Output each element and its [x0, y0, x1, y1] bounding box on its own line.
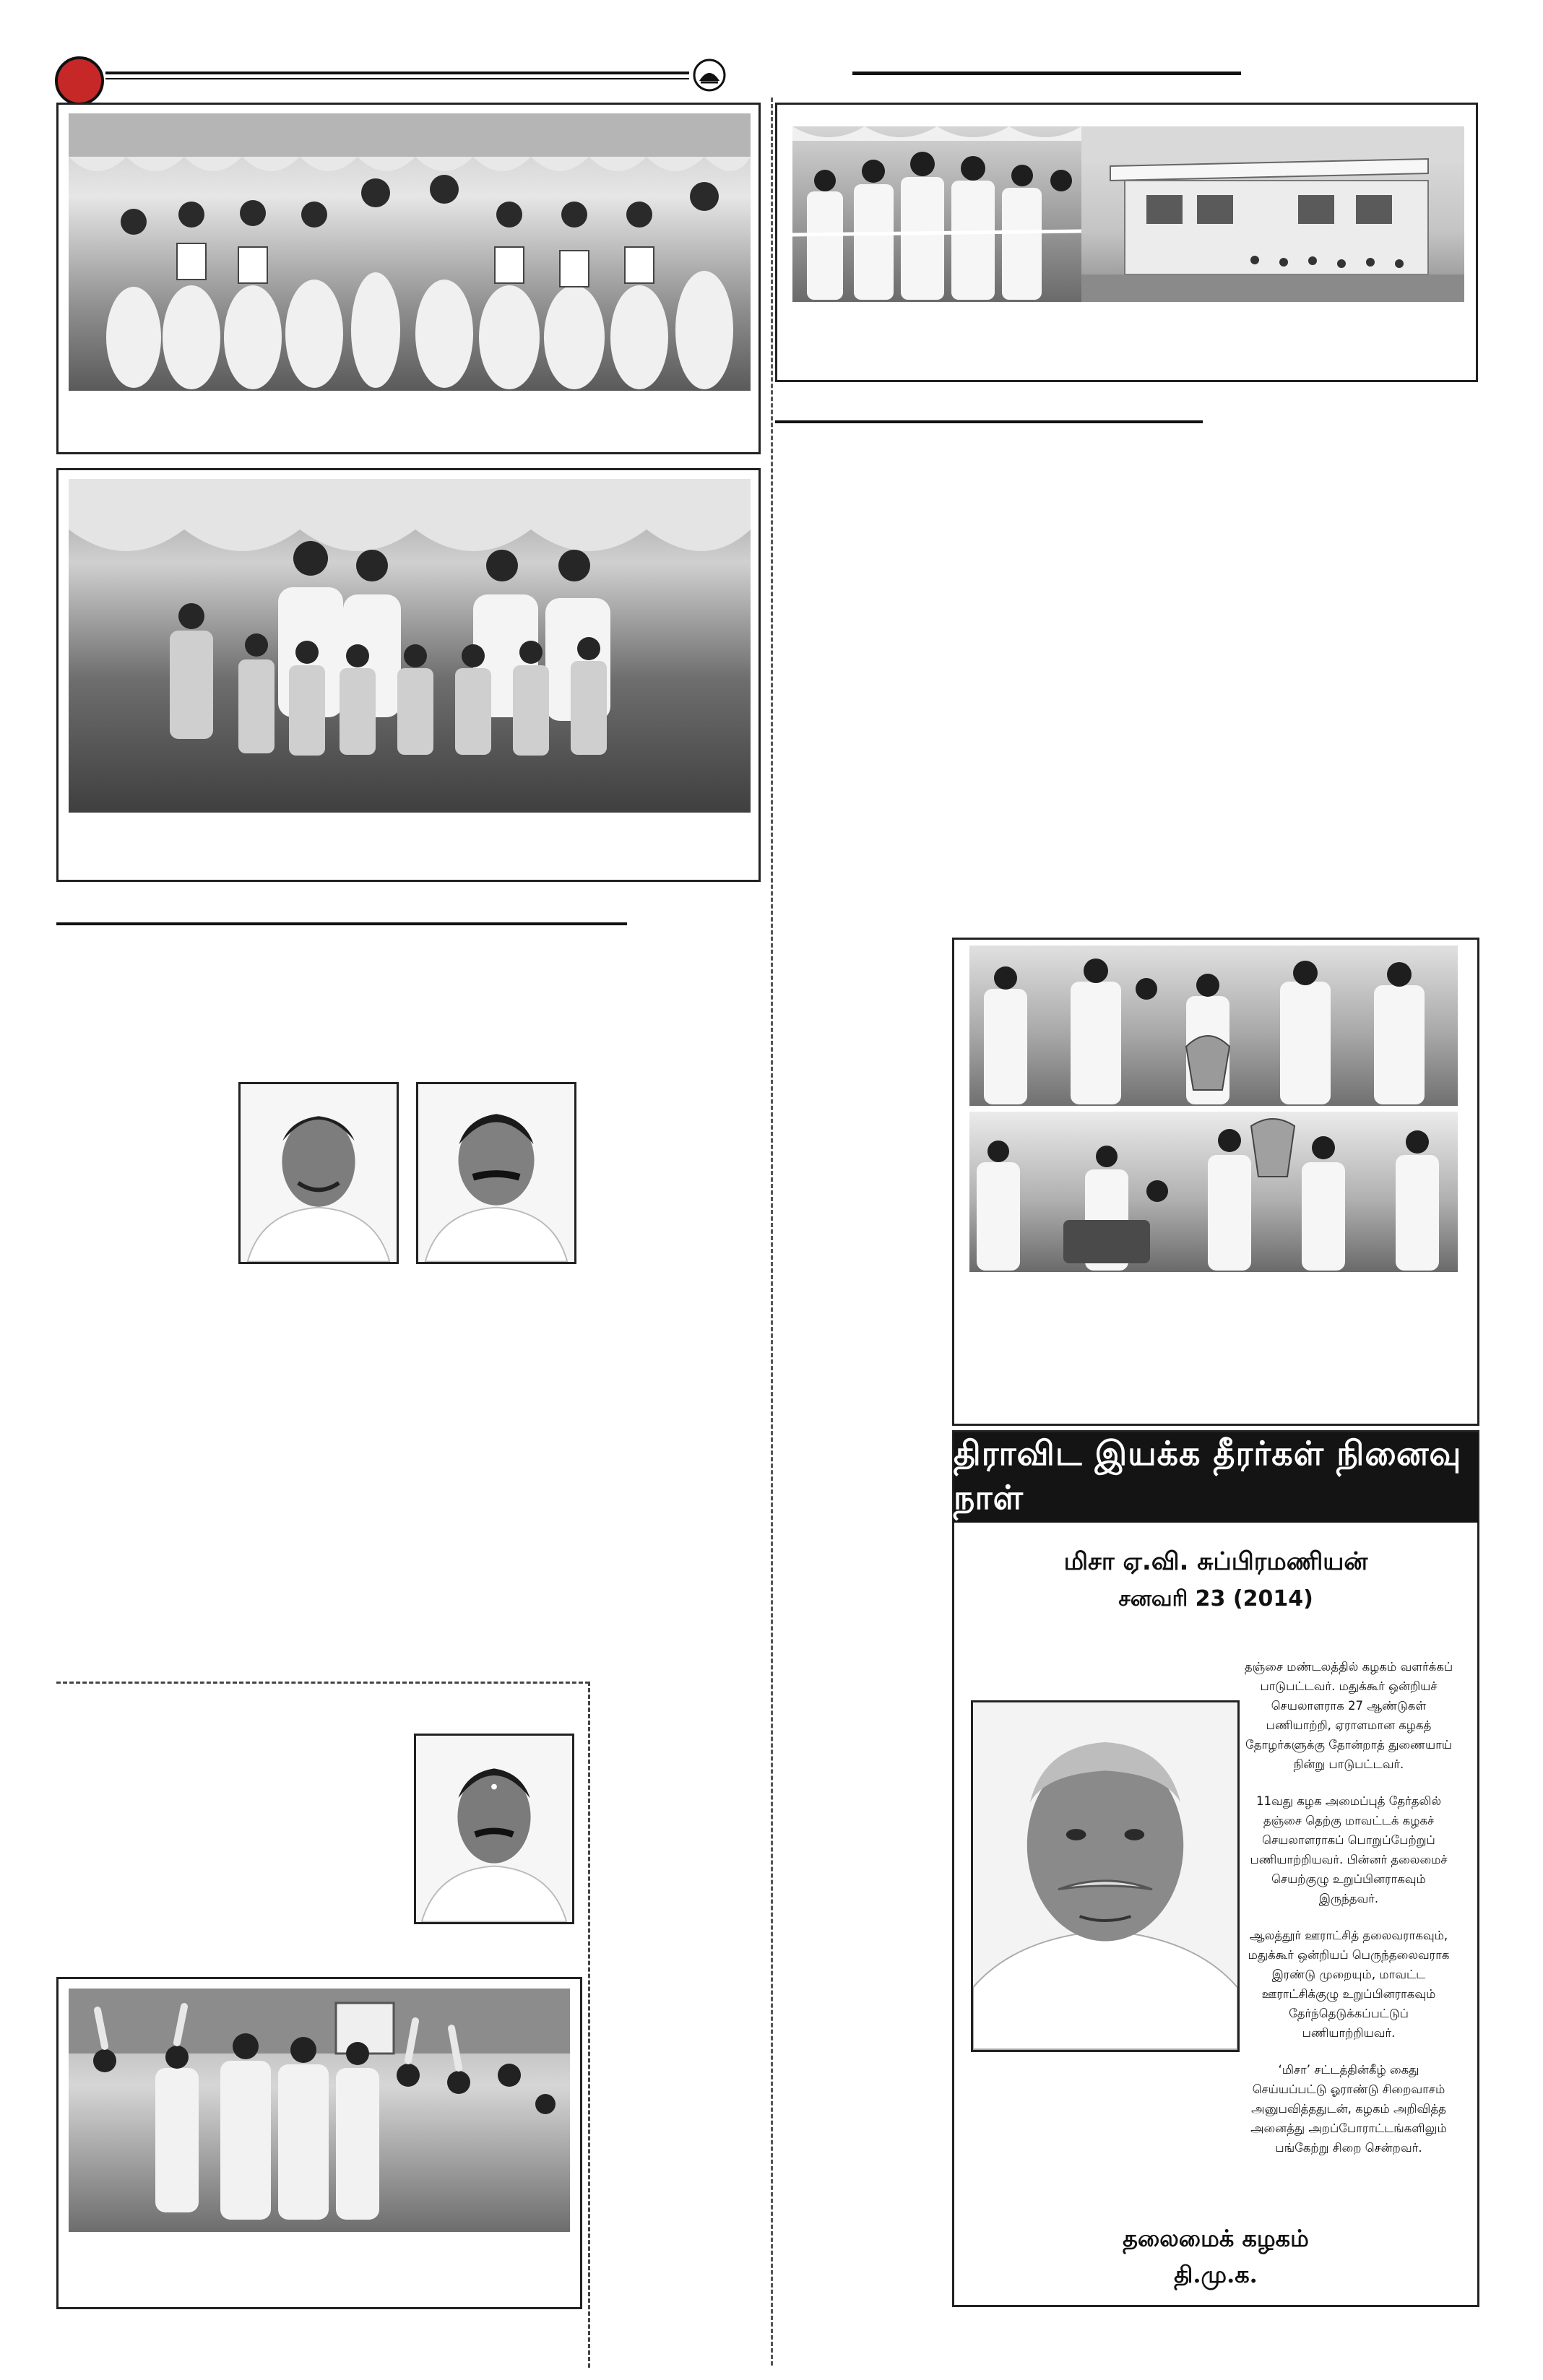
dancers-group-photo	[69, 113, 751, 391]
photo-frame-celebration	[56, 1977, 582, 2309]
photo-frame-trophy	[952, 938, 1479, 1426]
memorial-footer-line2: தி.மு.க.	[1174, 2261, 1258, 2288]
building-photo	[1081, 126, 1464, 302]
children-group-photo	[69, 479, 751, 813]
memorial-bio-para-1: தஞ்சை மண்டலத்தில் கழகம் வளர்க்கப் பாடுபட்டவர். மதுக்கூர் ஒன்றியச் செயலாளராக 27 ஆண்டுகள் பணியாற்றி, ஏராளமான கழகத் தோழர்களுக்கு தோன்றாத் துணையாய் நின்று பாடுபட்டவர்.	[1244, 1660, 1453, 1771]
memorial-bio	[1244, 1657, 1453, 2175]
photo-frame-dancers	[56, 103, 761, 454]
ribbon-cutting-photo	[792, 126, 1081, 302]
memorial-footer-line1: தலைமைக் கழகம்	[1123, 2225, 1309, 2252]
portrait-leader-2	[416, 1082, 576, 1264]
memorial-ad-banner: திராவிட இயக்க தீரர்கள் நினைவு நாள்	[954, 1432, 1478, 1523]
right-section-rule	[775, 420, 1203, 423]
photo-frame-inauguration	[775, 103, 1478, 382]
column-divider	[771, 98, 773, 2366]
portrait-leader-3	[414, 1734, 574, 1924]
lower-left-dashed-box	[56, 1682, 589, 1684]
memorial-bio-para-3: ஆலத்தூர் ஊராட்சித் தலைவராகவும், மதுக்கூர் ஒன்றியப் பெருந்தலைவராக இரண்டு முறையும், மாவட்ட ஊராட்சிக்குழு உறுப்பினராகவும் தேர்ந்தெடுக்கப்பட்டுப் பணியாற்றியவர்.	[1248, 1929, 1450, 2040]
celebration-group-photo	[69, 1989, 570, 2232]
memorial-bio-para-4: ‘மிசா’ சட்டத்தின்கீழ் கைது செய்யப்பட்டு ஓராண்டு சிறைவாசம் அனுபவித்ததுடன், கழகம் அறிவித்த அனைத்து அறப்போராட்டங்களிலும் பங்கேற்று சிறை சென்றவர்.	[1250, 2063, 1447, 2155]
memorial-portrait	[971, 1700, 1240, 2052]
trophy-photo-top	[969, 945, 1458, 1106]
portrait-leader-1	[238, 1082, 399, 1264]
memorial-bio-para-2: 11வது கழக அமைப்புத் தேர்தலில் தஞ்சை தெற்கு மாவட்டக் கழகச் செயலாளராகப் பொறுப்பேற்றுப் பணியாற்றியவர். பின்னர் தலைமைச் செயற்குழு உறுப்பினராகவும் இருந்தவர்.	[1250, 1794, 1448, 1905]
masthead-rule-bottom	[105, 78, 689, 79]
masthead-logo-circle	[55, 56, 104, 105]
masthead-rule-right	[852, 72, 1241, 75]
memorial-date: சனவரி 23 (2014)	[1118, 1586, 1313, 1611]
trophy-photo-bottom	[969, 1112, 1458, 1272]
left-section-rule	[56, 922, 627, 925]
photo-frame-children	[56, 468, 761, 882]
rising-sun-icon	[692, 58, 727, 92]
lower-left-dashed-box-right	[588, 1682, 590, 2368]
masthead-rule-top	[105, 72, 689, 74]
memorial-person-name: மிசா ஏ.வி. சுப்பிரமணியன்	[1063, 1547, 1368, 1576]
